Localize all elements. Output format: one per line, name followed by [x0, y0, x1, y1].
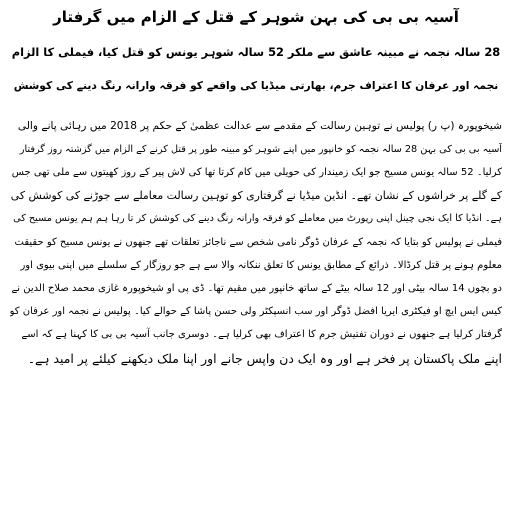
body-line: معلوم ہونے پر قتل کرڈالا۔ ذرائع کے مطابق یونس کا تعلق ننکانہ والا سے ہے جو روزگار کے سلسلے میں اپنی بیوی اور — [20, 259, 502, 271]
body-line: اپنے ملک پاکستان پر فخر ہے اور وہ ایک دن واپس جانے اور اپنا ملک دیکھنے کیلئے پر امید ہے۔ — [27, 350, 502, 366]
body-line: کے گلے پر خراشوں کے نشان تھے۔ انڈین میڈیا نے گرفتاری کو توہین رسالت معاملے سے جوڑنے کی کوشش کی — [10, 189, 502, 203]
article-body — [10, 115, 502, 370]
body-line: آسیہ بی بی کی بہن 28 سالہ نجمہ کو خانپور میں اپنے شوہر کو مبینہ طور پر قتل کرنے کے الزام میں گزشتہ روز گرفتار — [19, 143, 502, 155]
body-line: شیخوپورہ (پ ر) پولیس نے توہین رسالت کے مقدمے سے عدالت عظمیٰ کے حکم پر 2018 میں رہائی پانے والی — [17, 119, 502, 132]
body-line: فیملی نے پولیس کو بتایا کہ نجمہ کے عرفان ڈوگر نامی شخص سے ناجائز تعلقات تھے جنھوں نے یونس مسیح کو حقیقت — [14, 236, 502, 248]
deck: نجمہ اور عرفان کا اعتراف جرم، بھارتی میڈیا کی واقعے کو فرقہ وارانہ رنگ دینے کی کوشش — [13, 79, 499, 92]
body-line: کرلیا۔ 52 سالہ یونس مسیح جو ایک زمیندار کی حویلی میں کام کرتا تھا کی لاش پیر کے روز کھیتوں سے ملی تھی جس — [11, 166, 502, 178]
body-line: کیس ایس ایچ او فیکٹری ایریا افضل ڈوگر اور سب انسپکٹر ولی حسن پاشا کے حوالے کیا۔ پولیس نے نجمہ اور عرفان کو — [10, 306, 502, 318]
body-line: دو بچوں 14 سالہ بیٹی اور 12 سالہ بیٹے کے ساتھ خانپور میں مقیم تھا۔ ڈی پی او شیخوپورہ غازی محمد صلاح الدین نے — [11, 282, 502, 294]
body-line: ہے۔ انڈیا کا ایک نجی چینل اپنی رپورٹ میں معاملے کو فرقہ وارانہ رنگ دینے کی کوشش کر تا رہا ہم ہم یونس مسیح کی — [13, 213, 502, 225]
body-line: گرفتار کرلیا ہے جنھوں نے دوران تفتیش جرم کا اعتراف بھی کرلیا ہے۔ دوسری جانب آسیہ بی بی کا کہنا ہے کہ اسے — [21, 329, 502, 341]
subheadline: 28 سالہ نجمہ نے مبینہ عاشق سے ملکر 52 سالہ شوہر یونس کو قتل کیا، فیملی کا الزام — [11, 46, 501, 59]
headline: آسیہ بی بی کی بہن شوہر کے قتل کے الزام میں گرفتار — [53, 8, 459, 26]
